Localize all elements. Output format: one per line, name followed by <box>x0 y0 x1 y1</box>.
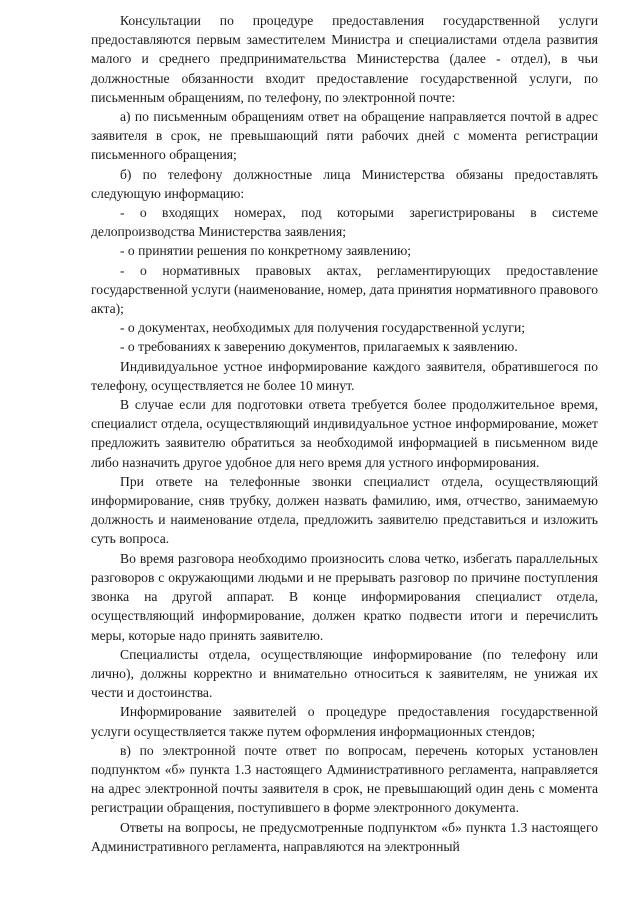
paragraph-conversation: Во время разговора необходимо произносить слова четко, избегать параллельных разговоров с окружающими людьми и не прерывать разговор по причине поступления звонка на другой аппарат. В конце информирования специалист отдела, осуществляющий информирование, должен кратко подвести итоги и перечислить меры, которые надо принять заявителю. <box>91 550 598 643</box>
paragraph-stands: Информирование заявителей о процедуре предоставления государственной услуги осуществляется также путем оформления информационных стендов; <box>91 704 598 739</box>
paragraph-phone-calls: При ответе на телефонные звонки специалист отдела, осуществляющий информирование, сняв трубку, должен назвать фамилию, имя, отчество, занимаемую должность и наименование отдела, предложить заявителю представиться и изложить суть вопроса. <box>91 473 598 547</box>
paragraph-other-questions: Ответы на вопросы, не предусмотренные подпунктом «б» пункта 1.3 настоящего Административного регламента, направляются на электронный <box>91 819 598 854</box>
paragraph-item-v: в) по электронной почте ответ по вопросам, перечень которых установлен подпунктом «б» пункта 1.3 настоящего Административного регламента, направляется на адрес электронной почты заявителя в срок, не превышающий один день с момента регистрации обращения, поступившего в форме электронного документа. <box>91 742 598 816</box>
document-body <box>91 11 598 856</box>
paragraph-item-b: б) по телефону должностные лица Министерства обязаны предоставлять следующую информацию: <box>91 166 598 201</box>
paragraph-longer-answer: В случае если для подготовки ответа требуется более продолжительное время, специалист отдела, осуществляющий индивидуальное устное информирование, может предложить заявителю обратиться за необходимой информацией в письменном виде либо назначить другое удобное для него время для устного информирования. <box>91 397 598 470</box>
paragraph-individual-informing: Индивидуальное устное информирование каждого заявителя, обратившегося по телефону, осуществляется не более 10 минут. <box>91 358 598 393</box>
list-item-certification: - о требованиях к заверению документов, прилагаемых к заявлению. <box>120 339 518 355</box>
list-item-documents: - о документах, необходимых для получения государственной услуги; <box>120 320 526 336</box>
paragraph-consultations: Консультации по процедуре предоставления государственной услуги предоставляются первым заместителем Министра и специалистами отдела развития малого и среднего предпринимательства Министерства (далее - отдел), в чьи должностные обязанности входит предоставление государственной услуги, по письменным обращениям, по телефону, по электронной почте: <box>91 13 598 105</box>
paragraph-courtesy: Специалисты отдела, осуществляющие информирование (по телефону или лично), должны корректно и внимательно относиться к заявителям, не унижая их чести и достоинства. <box>91 646 598 701</box>
list-item-incoming-numbers: - о входящих номерах, под которыми зарегистрированы в системе делопроизводства Министерства заявления; <box>91 205 598 240</box>
list-item-legal-acts: - о нормативных правовых актах, регламентирующих предоставление государственной услуги (наименование, номер, дата принятия нормативного правового акта); <box>91 262 598 317</box>
paragraph-item-a: а) по письменным обращениям ответ на обращение направляется почтой в адрес заявителя в срок, не превышающий пяти рабочих дней с момента регистрации письменного обращения; <box>91 109 598 163</box>
list-item-decision: - о принятии решения по конкретному заявлению; <box>120 243 412 259</box>
